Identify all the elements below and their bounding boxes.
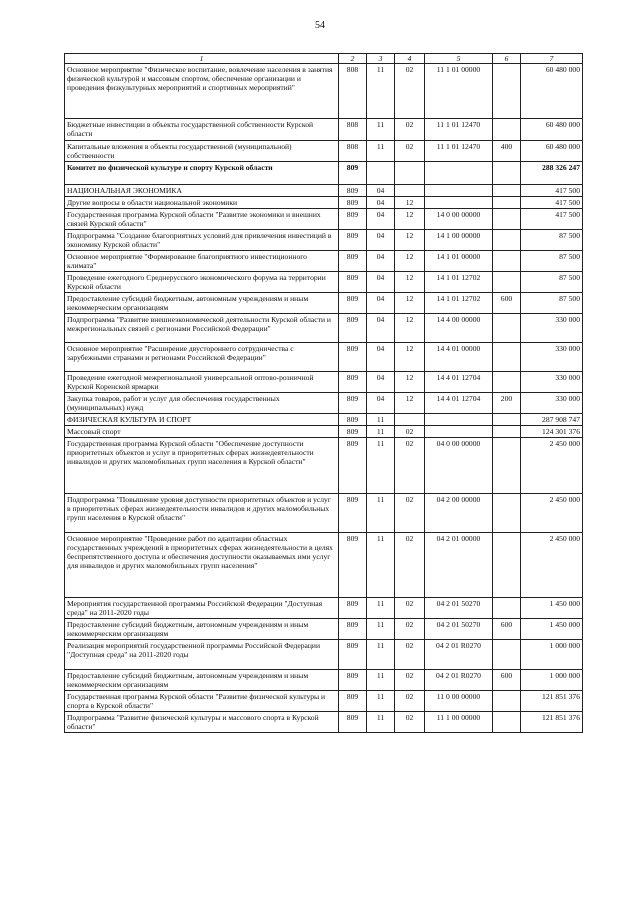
row-amount-cell: 60 480 000	[521, 119, 583, 141]
table-row	[65, 426, 583, 438]
row-target-article-cell: 11 1 00 00000	[425, 712, 493, 733]
row-expense-type-cell	[493, 426, 521, 438]
row-amount-cell: 1 450 000	[521, 619, 583, 640]
column-header: 6	[493, 54, 521, 64]
row-amount-cell: 417 500	[521, 197, 583, 209]
row-grbs-cell: 809	[339, 426, 367, 438]
row-grbs-cell: 808	[339, 64, 367, 119]
row-target-article-cell	[425, 414, 493, 426]
row-subsection-cell: 12	[395, 393, 425, 414]
row-grbs-cell: 809	[339, 598, 367, 619]
row-grbs-cell: 809	[339, 438, 367, 494]
row-section-cell: 11	[367, 619, 395, 640]
row-section-cell: 11	[367, 426, 395, 438]
row-expense-type-cell	[493, 162, 521, 185]
row-section-cell: 04	[367, 372, 395, 393]
column-header: 4	[395, 54, 425, 64]
row-expense-type-cell	[493, 64, 521, 119]
table-row	[65, 393, 583, 414]
row-amount-cell: 330 000	[521, 393, 583, 414]
row-expense-type-cell	[493, 372, 521, 393]
budget-table	[64, 53, 583, 733]
table-row	[65, 670, 583, 691]
row-amount-cell: 87 500	[521, 251, 583, 272]
row-expense-type-cell	[493, 494, 521, 533]
page-number: 54	[315, 20, 325, 31]
row-subsection-cell: 02	[395, 141, 425, 162]
row-target-article-cell: 14 1 01 12702	[425, 293, 493, 314]
row-section-cell: 04	[367, 272, 395, 293]
table-row	[65, 414, 583, 426]
row-section-cell: 04	[367, 343, 395, 372]
row-subsection-cell: 02	[395, 640, 425, 670]
table-row	[65, 197, 583, 209]
row-grbs-cell: 809	[339, 691, 367, 712]
row-section-cell: 11	[367, 598, 395, 619]
table-row	[65, 438, 583, 494]
row-section-cell: 04	[367, 197, 395, 209]
row-section-cell: 11	[367, 119, 395, 141]
table-row	[65, 533, 583, 598]
row-expense-type-cell: 600	[493, 293, 521, 314]
row-section-cell: 11	[367, 691, 395, 712]
row-grbs-cell: 809	[339, 293, 367, 314]
row-target-article-cell: 04 0 00 00000	[425, 438, 493, 494]
row-target-article-cell: 14 4 00 00000	[425, 314, 493, 343]
table-row	[65, 272, 583, 293]
row-amount-cell: 124 301 376	[521, 426, 583, 438]
table-row	[65, 141, 583, 162]
row-expense-type-cell	[493, 438, 521, 494]
row-amount-cell: 1 450 000	[521, 598, 583, 619]
row-target-article-cell: 14 4 01 12704	[425, 393, 493, 414]
row-amount-cell: 87 500	[521, 272, 583, 293]
row-target-article-cell: 14 4 01 00000	[425, 343, 493, 372]
row-subsection-cell: 12	[395, 293, 425, 314]
row-subsection-cell	[395, 185, 425, 197]
row-subsection-cell	[395, 414, 425, 426]
row-section-cell: 11	[367, 640, 395, 670]
row-grbs-cell: 809	[339, 272, 367, 293]
row-target-article-cell	[425, 197, 493, 209]
row-amount-cell: 330 000	[521, 372, 583, 393]
table-row	[65, 314, 583, 343]
column-header: 7	[521, 54, 583, 64]
row-amount-cell: 287 908 747	[521, 414, 583, 426]
row-section-cell: 11	[367, 712, 395, 733]
table-row	[65, 691, 583, 712]
row-amount-cell: 2 450 000	[521, 533, 583, 598]
row-name-cell: Государственная программа Курской области "Развитие физической культуры и спорта в Курской области"	[65, 691, 339, 712]
row-expense-type-cell: 600	[493, 670, 521, 691]
row-subsection-cell: 02	[395, 712, 425, 733]
row-grbs-cell: 809	[339, 185, 367, 197]
row-target-article-cell: 11 1 01 12470	[425, 141, 493, 162]
row-subsection-cell: 12	[395, 372, 425, 393]
row-name-cell: Основное мероприятие "Формирование благоприятного инвестиционного климата"	[65, 251, 339, 272]
row-name-cell: Проведение ежегодной межрегиональной универсальной оптово-розничной Курской Коренской ярмарки	[65, 372, 339, 393]
row-amount-cell: 60 480 000	[521, 64, 583, 119]
row-grbs-cell: 809	[339, 393, 367, 414]
row-amount-cell: 1 000 000	[521, 640, 583, 670]
row-subsection-cell: 02	[395, 619, 425, 640]
row-target-article-cell: 04 2 01 50270	[425, 619, 493, 640]
row-section-cell: 11	[367, 438, 395, 494]
table-row	[65, 293, 583, 314]
row-expense-type-cell	[493, 691, 521, 712]
row-section-cell: 11	[367, 414, 395, 426]
row-name-cell: Реализация мероприятий государственной программы Российской Федерации "Доступная среда" на 2011-2020 годы	[65, 640, 339, 670]
row-name-cell: Другие вопросы в области национальной экономики	[65, 197, 339, 209]
row-grbs-cell: 809	[339, 209, 367, 230]
row-name-cell: Основное мероприятие "Расширение двустороннего сотрудничества с зарубежными странами и регионами Российской Федерации"	[65, 343, 339, 372]
row-amount-cell: 87 500	[521, 230, 583, 251]
row-section-cell: 04	[367, 293, 395, 314]
row-section-cell: 11	[367, 64, 395, 119]
row-name-cell: Подпрограмма "Развитие физической культуры и массового спорта в Курской области"	[65, 712, 339, 733]
table-body	[65, 64, 583, 733]
table-row	[65, 64, 583, 119]
row-expense-type-cell	[493, 230, 521, 251]
row-name-cell: НАЦИОНАЛЬНАЯ ЭКОНОМИКА	[65, 185, 339, 197]
table-row	[65, 119, 583, 141]
row-grbs-cell: 808	[339, 141, 367, 162]
row-subsection-cell: 12	[395, 314, 425, 343]
row-grbs-cell: 809	[339, 197, 367, 209]
row-subsection-cell: 12	[395, 230, 425, 251]
row-name-cell: Государственная программа Курской области "Обеспечение доступности приоритетных объектов и услуг в приоритетных сферах жизнедеятельности инвалидов и других маломобильных групп населения в Курской области"	[65, 438, 339, 494]
row-grbs-cell: 809	[339, 162, 367, 185]
row-name-cell: Основное мероприятие "Физическое воспитание, вовлечение населения в занятия физической культурой и массовым спортом, обеспечение организации и проведения физкультурных мероприятий и спортивных мероприятий"	[65, 64, 339, 119]
row-name-cell: Подпрограмма "Создание благоприятных условий для привлечения инвестиций в экономику Курской области"	[65, 230, 339, 251]
row-subsection-cell: 12	[395, 251, 425, 272]
row-name-cell: Предоставление субсидий бюджетным, автономным учреждениям и иным некоммерческим организациям	[65, 619, 339, 640]
row-grbs-cell: 809	[339, 619, 367, 640]
row-name-cell: Подпрограмма "Развитие внешнеэкономической деятельности Курской области и межрегиональных связей с регионами Российской Федерации"	[65, 314, 339, 343]
row-amount-cell: 1 000 000	[521, 670, 583, 691]
table-row	[65, 640, 583, 670]
row-target-article-cell	[425, 162, 493, 185]
row-section-cell: 04	[367, 185, 395, 197]
row-expense-type-cell	[493, 209, 521, 230]
row-section-cell	[367, 162, 395, 185]
row-name-cell: Комитет по физической культуре и спорту Курской области	[65, 162, 339, 185]
row-section-cell: 04	[367, 230, 395, 251]
row-amount-cell: 60 480 000	[521, 141, 583, 162]
row-target-article-cell: 14 1 00 00000	[425, 230, 493, 251]
row-expense-type-cell	[493, 251, 521, 272]
row-target-article-cell	[425, 426, 493, 438]
row-name-cell: Капитальные вложения в объекты государственной (муниципальной) собственности	[65, 141, 339, 162]
row-grbs-cell: 809	[339, 372, 367, 393]
row-expense-type-cell: 600	[493, 619, 521, 640]
row-target-article-cell	[425, 185, 493, 197]
row-target-article-cell: 11 1 01 12470	[425, 119, 493, 141]
row-target-article-cell: 04 2 01 50270	[425, 598, 493, 619]
row-target-article-cell: 14 4 01 12704	[425, 372, 493, 393]
row-subsection-cell: 02	[395, 438, 425, 494]
row-section-cell: 04	[367, 314, 395, 343]
row-amount-cell: 417 500	[521, 185, 583, 197]
row-expense-type-cell	[493, 598, 521, 619]
row-grbs-cell: 809	[339, 670, 367, 691]
row-expense-type-cell	[493, 640, 521, 670]
row-subsection-cell: 02	[395, 494, 425, 533]
row-grbs-cell: 809	[339, 251, 367, 272]
row-subsection-cell: 02	[395, 691, 425, 712]
row-expense-type-cell	[493, 197, 521, 209]
table-row	[65, 230, 583, 251]
row-target-article-cell: 14 1 01 00000	[425, 251, 493, 272]
row-target-article-cell: 04 2 01 00000	[425, 533, 493, 598]
row-grbs-cell: 809	[339, 533, 367, 598]
row-expense-type-cell	[493, 343, 521, 372]
row-amount-cell: 330 000	[521, 343, 583, 372]
row-amount-cell: 87 500	[521, 293, 583, 314]
row-expense-type-cell	[493, 119, 521, 141]
column-header: 5	[425, 54, 493, 64]
row-section-cell: 11	[367, 670, 395, 691]
row-target-article-cell: 14 0 00 00000	[425, 209, 493, 230]
row-amount-cell: 330 000	[521, 314, 583, 343]
row-name-cell: Предоставление субсидий бюджетным, автономным учреждениям и иным некоммерческим организациям	[65, 670, 339, 691]
row-subsection-cell: 02	[395, 598, 425, 619]
row-grbs-cell: 809	[339, 712, 367, 733]
table-row	[65, 209, 583, 230]
row-section-cell: 04	[367, 251, 395, 272]
row-subsection-cell: 12	[395, 197, 425, 209]
column-header: 2	[339, 54, 367, 64]
row-name-cell: Закупка товаров, работ и услуг для обеспечения государственных (муниципальных) нужд	[65, 393, 339, 414]
row-section-cell: 11	[367, 494, 395, 533]
row-subsection-cell: 02	[395, 119, 425, 141]
row-name-cell: Предоставление субсидий бюджетным, автономным учреждениям и иным некоммерческим организациям	[65, 293, 339, 314]
table-row	[65, 598, 583, 619]
row-expense-type-cell	[493, 272, 521, 293]
table-row	[65, 494, 583, 533]
table-row	[65, 343, 583, 372]
table-header-row	[65, 54, 583, 64]
table-row	[65, 185, 583, 197]
table-row	[65, 251, 583, 272]
row-grbs-cell: 809	[339, 640, 367, 670]
column-header: 1	[65, 54, 339, 64]
row-grbs-cell: 808	[339, 119, 367, 141]
row-target-article-cell: 04 2 01 R0270	[425, 670, 493, 691]
row-expense-type-cell	[493, 185, 521, 197]
row-grbs-cell: 809	[339, 314, 367, 343]
row-subsection-cell: 12	[395, 272, 425, 293]
row-name-cell: Основное мероприятие "Проведение работ по адаптации областных государственных учреждений в приоритетных сферах жизнедеятельности в целях беспрепятственного доступа и обеспечения доступности оказываемых ими услуг для инвалидов и других маломобильных групп населения"	[65, 533, 339, 598]
row-name-cell: Государственная программа Курской области "Развитие экономики и внешних связей Курской области"	[65, 209, 339, 230]
row-subsection-cell: 02	[395, 426, 425, 438]
row-name-cell: Мероприятия государственной программы Российской Федерации "Доступная среда" на 2011-2020 годы	[65, 598, 339, 619]
row-expense-type-cell: 200	[493, 393, 521, 414]
column-header: 3	[367, 54, 395, 64]
row-expense-type-cell	[493, 712, 521, 733]
row-name-cell: Бюджетные инвестиции в объекты государственной собственности Курской области	[65, 119, 339, 141]
row-expense-type-cell: 400	[493, 141, 521, 162]
row-section-cell: 11	[367, 533, 395, 598]
row-target-article-cell: 11 0 00 00000	[425, 691, 493, 712]
row-section-cell: 11	[367, 141, 395, 162]
row-subsection-cell: 12	[395, 209, 425, 230]
row-amount-cell: 417 500	[521, 209, 583, 230]
row-grbs-cell: 809	[339, 230, 367, 251]
table-row	[65, 372, 583, 393]
row-target-article-cell: 04 2 00 00000	[425, 494, 493, 533]
row-expense-type-cell	[493, 533, 521, 598]
row-subsection-cell: 02	[395, 670, 425, 691]
row-subsection-cell: 02	[395, 64, 425, 119]
row-grbs-cell: 809	[339, 414, 367, 426]
row-name-cell: Подпрограмма "Повышение уровня доступности приоритетных объектов и услуг в приоритетных сферах жизнедеятельности инвалидов и других маломобильных групп населения в Курской области"	[65, 494, 339, 533]
table-row	[65, 712, 583, 733]
row-subsection-cell: 12	[395, 343, 425, 372]
row-target-article-cell: 14 1 01 12702	[425, 272, 493, 293]
row-grbs-cell: 809	[339, 494, 367, 533]
row-grbs-cell: 809	[339, 343, 367, 372]
row-target-article-cell: 04 2 01 R0270	[425, 640, 493, 670]
row-section-cell: 04	[367, 209, 395, 230]
table-row	[65, 619, 583, 640]
row-amount-cell: 2 450 000	[521, 494, 583, 533]
table-row	[65, 162, 583, 185]
row-name-cell: ФИЗИЧЕСКАЯ КУЛЬТУРА И СПОРТ	[65, 414, 339, 426]
row-name-cell: Массовый спорт	[65, 426, 339, 438]
row-name-cell: Проведение ежегодного Среднерусского экономического форума на территории Курской области	[65, 272, 339, 293]
row-amount-cell: 288 326 247	[521, 162, 583, 185]
row-amount-cell: 2 450 000	[521, 438, 583, 494]
row-expense-type-cell	[493, 314, 521, 343]
row-section-cell: 04	[367, 393, 395, 414]
row-expense-type-cell	[493, 414, 521, 426]
row-amount-cell: 121 851 376	[521, 712, 583, 733]
row-subsection-cell	[395, 162, 425, 185]
row-amount-cell: 121 851 376	[521, 691, 583, 712]
row-target-article-cell: 11 1 01 00000	[425, 64, 493, 119]
row-subsection-cell: 02	[395, 533, 425, 598]
